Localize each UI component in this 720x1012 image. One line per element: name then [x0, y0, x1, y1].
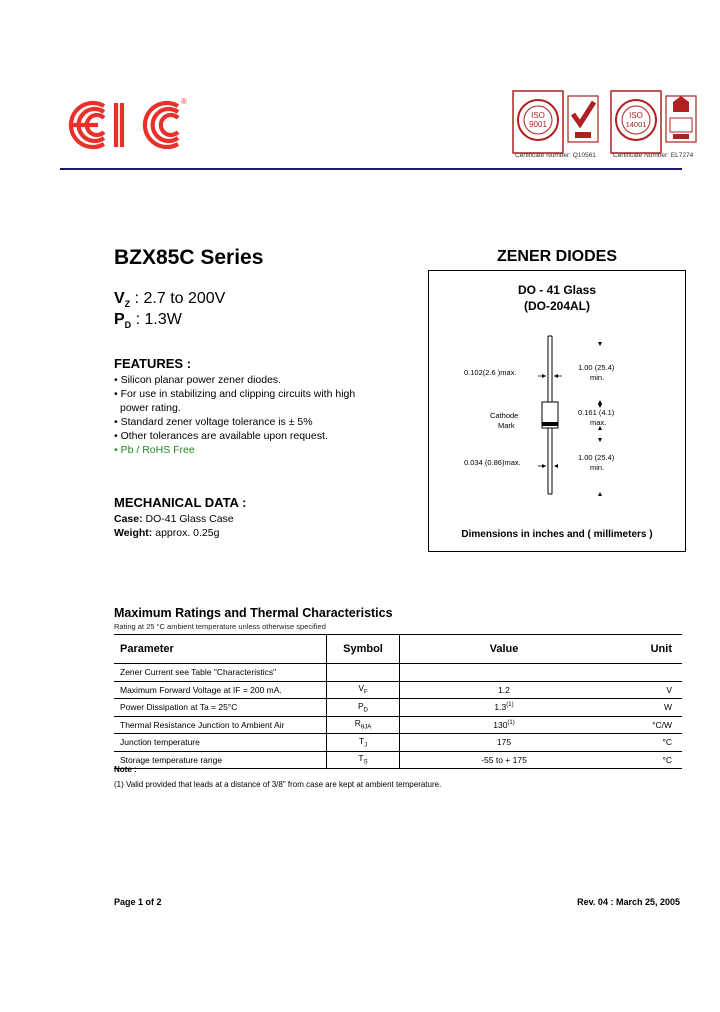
- feature-item: • Other tolerances are available upon request.: [114, 430, 328, 442]
- table-header-row: [114, 635, 682, 664]
- mark-label: Mark: [498, 421, 515, 430]
- iso14001-certificate-number: Certificate Number: EL7274: [613, 152, 694, 159]
- table-row: [114, 699, 682, 717]
- dim-body-length: 0.161 (4.1): [578, 408, 615, 417]
- feature-item-rohs: • Pb / RoHS Free: [114, 444, 195, 456]
- ratings-title: Maximum Ratings and Thermal Characteristics: [114, 606, 393, 620]
- header-parameter: Parameter: [114, 635, 327, 664]
- table-row: [114, 716, 682, 734]
- header-rule: [60, 168, 682, 170]
- mechanical-data: [114, 512, 234, 540]
- dim-top-min: min.: [590, 373, 605, 382]
- cell-unit: °C/W: [608, 716, 682, 734]
- cell-param: Thermal Resistance Junction to Ambient Air: [114, 716, 327, 734]
- iso9001-badge: [512, 90, 602, 156]
- spec-vz: $V_Z$ : 2.7 to 200V: [114, 290, 226, 310]
- cell-unit: °C: [608, 734, 682, 752]
- series-title: BZX85C Series: [114, 246, 264, 269]
- cell-param: Power Dissipation at Ta = 25°C: [114, 699, 327, 717]
- mechanical-heading: MECHANICAL DATA :: [114, 495, 247, 510]
- feature-item: • Standard zener voltage tolerance is ± 5%: [114, 416, 313, 428]
- cell-value: 1.2: [400, 681, 609, 699]
- feature-item: • For use in stabilizing and clipping circuits with high: [114, 388, 356, 400]
- features-heading: FEATURES :: [114, 356, 192, 371]
- cell-unit: °C: [608, 751, 682, 769]
- table-row: [114, 734, 682, 752]
- package-outline-drawing: [428, 330, 686, 505]
- cell-param: Maximum Forward Voltage at IF = 200 mA.: [114, 681, 327, 699]
- dim-bottom-min: min.: [590, 463, 605, 472]
- package-name: DO - 41 Glass: [517, 283, 597, 297]
- eic-logo: [60, 92, 190, 156]
- svg-text:ISO: ISO: [629, 111, 643, 120]
- ratings-subtitle: Rating at 25 °C ambient temperature unless otherwise specified: [114, 622, 326, 631]
- cell-value: 130$^{(1)}$: [400, 716, 609, 734]
- cell-value: 1.3$^{(1)}$: [400, 699, 609, 717]
- dim-wire-diameter: 0.034 (0.86)max.: [464, 458, 521, 467]
- cell-symbol: $P_D$: [327, 699, 400, 717]
- cathode-label: Cathode: [490, 411, 519, 420]
- dim-lead-diameter: 0.102(2.6 )max.: [464, 368, 517, 377]
- iso9001-certificate-number: Certificate Number: Q10561: [515, 152, 596, 159]
- iso14001-badge: [610, 90, 700, 156]
- svg-text:14001: 14001: [625, 120, 647, 129]
- header-unit: Unit: [608, 635, 682, 664]
- features-list: [114, 373, 404, 457]
- cell-symbol: $V_F$: [327, 681, 400, 699]
- note-text: (1) Valid provided that leads at a distance of 3/8" from case are kept at ambient temperature.: [114, 780, 442, 789]
- spec-pd: $P_D$ : 1.3W: [114, 311, 182, 331]
- svg-text:ISO: ISO: [531, 111, 545, 120]
- page-number: Page 1 of 2: [114, 897, 162, 907]
- cell-unit: W: [608, 699, 682, 717]
- registered-mark: ®: [181, 97, 187, 106]
- revision-date: Rev. 04 : March 25, 2005: [577, 897, 680, 907]
- feature-item: power rating.: [120, 402, 181, 414]
- cell-value: 175: [400, 734, 609, 752]
- mech-weight: Weight: approx. 0.25g: [114, 527, 220, 539]
- cell-value: -55 to + 175: [400, 751, 609, 769]
- table-row: [114, 681, 682, 699]
- dim-top-length: 1.00 (25.4): [578, 363, 615, 372]
- ratings-table: [114, 634, 682, 769]
- mech-case: Case: DO-41 Glass Case: [114, 513, 234, 525]
- cell-unit: V: [608, 681, 682, 699]
- cell-symbol: $T_S$: [327, 751, 400, 769]
- dimensions-note: Dimensions in inches and ( millimeters ): [461, 529, 653, 540]
- dim-body-max: max.: [590, 418, 607, 427]
- header-value: Value: [400, 635, 609, 664]
- cell-param: Storage temperature range: [114, 751, 327, 769]
- cell-symbol: $R_{\theta JA}$: [327, 716, 400, 734]
- svg-text:9001: 9001: [529, 120, 547, 129]
- cell-param: Junction temperature: [114, 734, 327, 752]
- category-title: ZENER DIODES: [496, 248, 617, 265]
- dim-bottom-length: 1.00 (25.4): [578, 453, 615, 462]
- feature-item: • Silicon planar power zener diodes.: [114, 374, 282, 386]
- package-alt-name: (DO-204AL): [523, 299, 590, 313]
- note-heading: Note :: [114, 765, 137, 774]
- table-row: [114, 751, 682, 769]
- zener-note: Zener Current see Table "Characteristics": [114, 664, 327, 682]
- cell-symbol: $T_J$: [327, 734, 400, 752]
- table-row-zener-note: [114, 664, 682, 682]
- header-symbol: Symbol: [327, 635, 400, 664]
